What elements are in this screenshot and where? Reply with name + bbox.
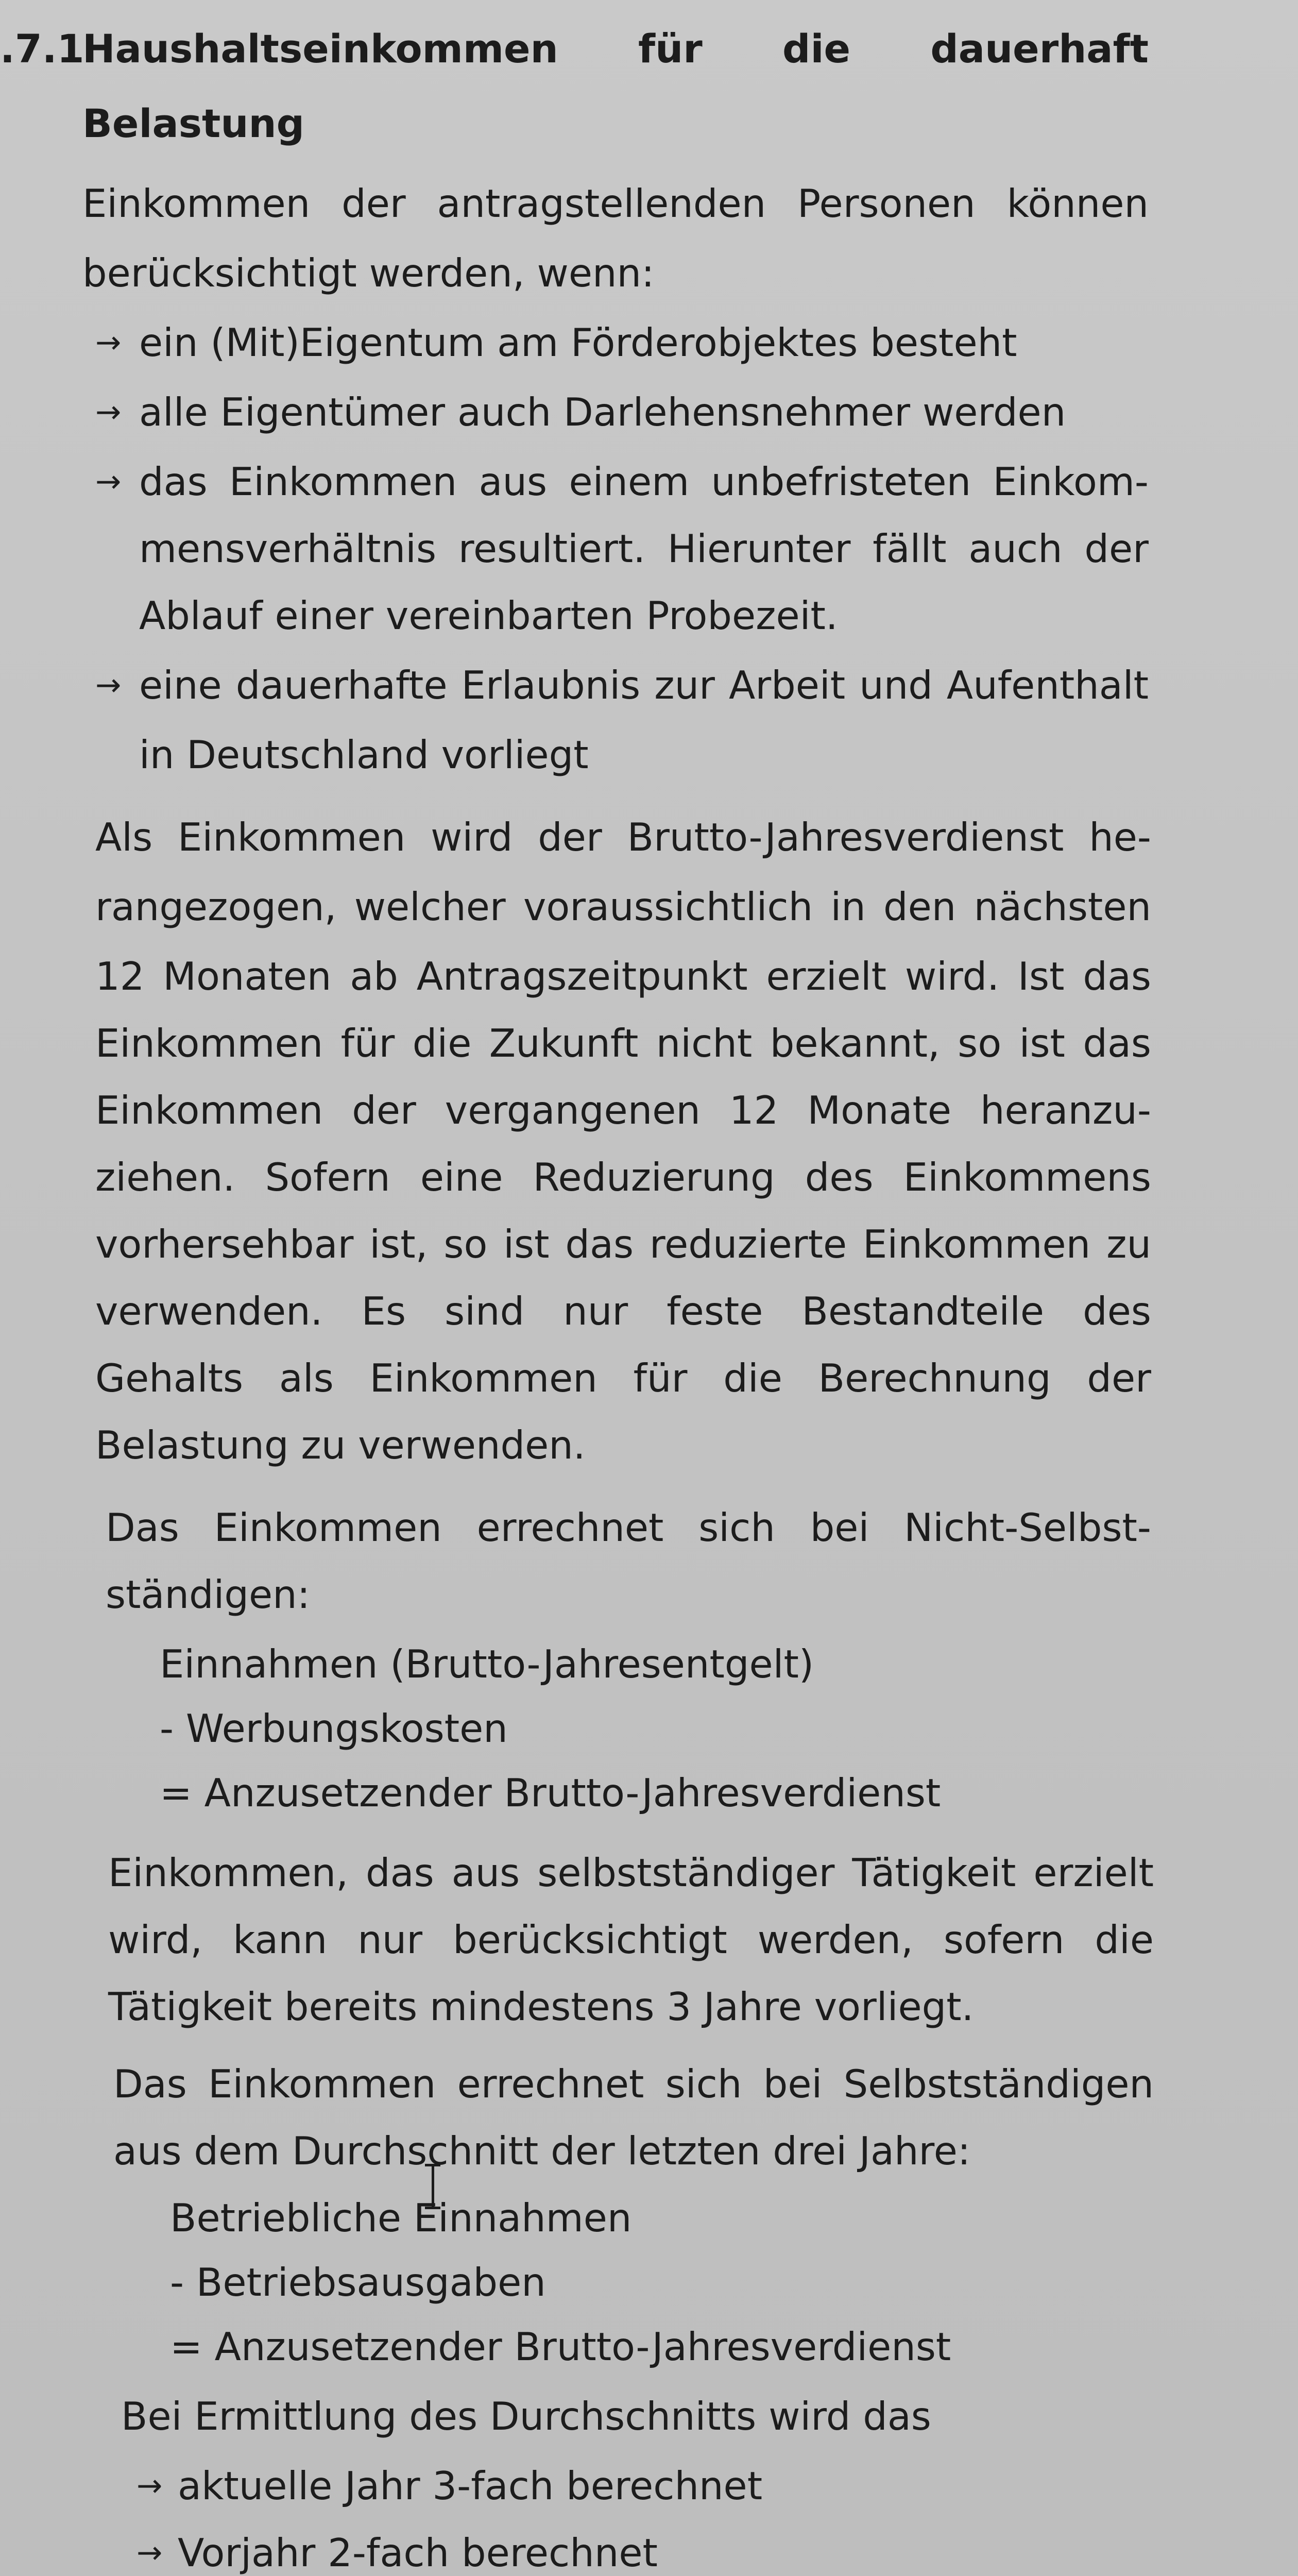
self-employed-note-line: Einkommen, das aus selbstständiger Tätigkeit erzielt bbox=[108, 1850, 1154, 1895]
section-number: .7.1 bbox=[0, 26, 84, 72]
self-employed-note-line: wird, kann nur berücksichtigt werden, sofern die bbox=[108, 1917, 1154, 1962]
condition-item: eine dauerhafte Erlaubnis zur Arbeit und Aufenthalt bbox=[139, 663, 1149, 708]
paragraph-income-line: verwenden. Es sind nur feste Bestandteile des bbox=[95, 1289, 1151, 1334]
paragraph-income-line: vorhersehbar ist, so ist das reduzierte Einkommen zu bbox=[95, 1222, 1151, 1267]
condition-item: mensverhältnis resultiert. Hierunter fällt auch der bbox=[139, 526, 1149, 571]
intro-text: Einkommen der antragstellenden Personen können bbox=[82, 181, 1149, 226]
section-title: Haushaltseinkommen für die dauerhaft bbox=[82, 26, 1149, 72]
paragraph-income-line: 12 Monaten ab Antragszeitpunkt erzielt wird. Ist das bbox=[95, 954, 1151, 999]
self-employed-formula-line: Betriebliche Einnahmen bbox=[170, 2195, 632, 2241]
employed-formula-line: Einnahmen (Brutto-Jahresentgelt) bbox=[160, 1641, 814, 1687]
condition-item: in Deutschland vorliegt bbox=[139, 732, 589, 777]
condition-item: das Einkommen aus einem unbefristeten Einkom- bbox=[139, 459, 1149, 504]
average-intro: Bei Ermittlung des Durchschnitts wird das bbox=[121, 2394, 931, 2439]
arrow-right-icon: → bbox=[136, 2535, 163, 2571]
condition-item: Ablauf einer vereinbarten Probezeit. bbox=[139, 593, 838, 638]
condition-item: ein (Mit)Eigentum am Förderobjektes besteht bbox=[139, 320, 1017, 365]
arrow-right-icon: → bbox=[136, 2468, 163, 2504]
paragraph-income-line: Als Einkommen wird der Brutto-Jahresverdienst he- bbox=[95, 815, 1151, 860]
paragraph-income-line: Einkommen der vergangenen 12 Monate heranzu- bbox=[95, 1088, 1151, 1133]
section-title-continued: Belastung bbox=[82, 100, 304, 146]
average-item: aktuelle Jahr 3-fach berechnet bbox=[178, 2463, 763, 2509]
paragraph-income-line: ziehen. Sofern eine Reduzierung des Einkommens bbox=[95, 1155, 1151, 1200]
average-item: Vorjahr 2-fach berechnet bbox=[178, 2530, 658, 2575]
arrow-right-icon: → bbox=[95, 394, 122, 430]
self-employed-intro: Das Einkommen errechnet sich bei Selbstständigen bbox=[113, 2061, 1154, 2107]
self-employed-formula-line: - Betriebsausgaben bbox=[170, 2260, 546, 2305]
paragraph-income-line: Gehalts als Einkommen für die Berechnung der bbox=[95, 1355, 1151, 1401]
self-employed-formula-line: = Anzusetzender Brutto-Jahresverdienst bbox=[170, 2324, 951, 2369]
condition-item: alle Eigentümer auch Darlehensnehmer werden bbox=[139, 389, 1066, 435]
text-cursor-icon bbox=[432, 2164, 439, 2209]
arrow-right-icon: → bbox=[95, 464, 122, 500]
self-employed-intro: aus dem Durchschnitt der letzten drei Jahre: bbox=[113, 2128, 971, 2174]
paragraph-income-line: rangezogen, welcher voraussichtlich in den nächsten bbox=[95, 884, 1151, 929]
intro-text: berücksichtigt werden, wenn: bbox=[82, 250, 655, 296]
self-employed-note-line: Tätigkeit bereits mindestens 3 Jahre vorliegt. bbox=[108, 1984, 974, 2029]
arrow-right-icon: → bbox=[95, 325, 122, 361]
employed-intro: ständigen: bbox=[106, 1572, 310, 1617]
arrow-right-icon: → bbox=[95, 667, 122, 703]
employed-intro: Das Einkommen errechnet sich bei Nicht-Selbst- bbox=[106, 1505, 1151, 1550]
employed-formula-line: = Anzusetzender Brutto-Jahresverdienst bbox=[160, 1770, 941, 1816]
employed-formula-line: - Werbungskosten bbox=[160, 1706, 508, 1751]
paragraph-income-line: Einkommen für die Zukunft nicht bekannt, so ist das bbox=[95, 1021, 1151, 1066]
paragraph-income-line: Belastung zu verwenden. bbox=[95, 1422, 586, 1468]
